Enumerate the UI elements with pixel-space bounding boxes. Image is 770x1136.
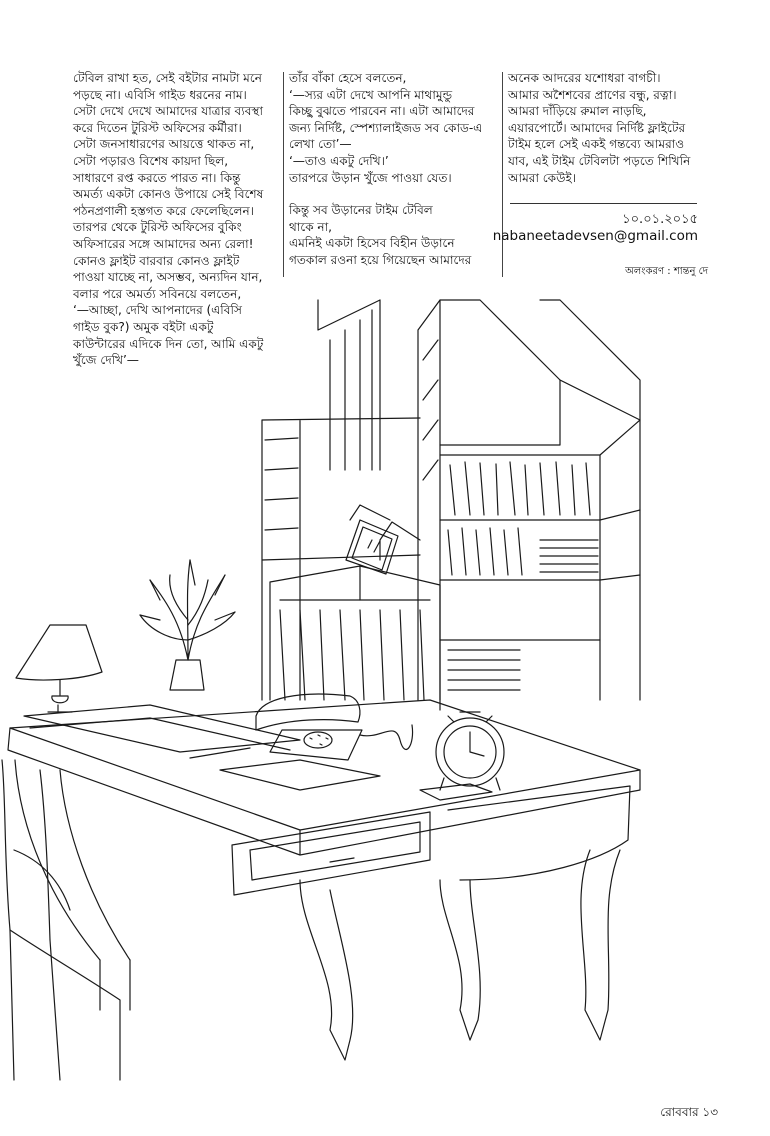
- body-text-line: এয়ারপোর্টে। আমাদের নির্দিষ্ট ফ্লাইটের: [508, 120, 686, 135]
- text-column-2: [289, 70, 499, 269]
- body-text-line: কিন্তু সব উড়ানের টাইম টেবিল: [289, 203, 433, 218]
- body-text-line: থাকে না,: [289, 219, 332, 234]
- body-text-line: তাঁর বাঁকা হেসে বলতেন,: [289, 71, 407, 85]
- body-text-line: করে দিতেন টুরিস্ট অফিসের কর্মীরা।: [73, 120, 242, 135]
- body-text-line: সেটা জনসাধারণের আয়ত্তে থাকত না,: [73, 137, 255, 152]
- body-text-line: পঠনপ্রণালী হস্তগত করে ফেলেছিলেন।: [73, 203, 254, 218]
- chair: [2, 760, 120, 1080]
- framed-picture: [346, 520, 398, 574]
- table-lamp: [16, 625, 102, 712]
- body-text-line: অমর্ত্য একটা কোনও উপায়ে সেই বিশেষ: [73, 187, 264, 202]
- body-text-line: ‘—স্যর এটা দেখে আপনি মাথামুন্ডু: [289, 87, 453, 102]
- body-text-line: লেখা তো’—: [289, 137, 352, 152]
- body-text-line: অনেক আদরের যশোধরা বাগচী।: [508, 71, 661, 85]
- body-text-line: অফিসারের সঙ্গে আমাদের অন্য রেলা!: [73, 236, 254, 251]
- body-text-line: কোনও ফ্লাইট বারবার কোনও ফ্লাইট: [73, 253, 240, 268]
- body-text-line: কিচ্ছু বুঝতে পারবেন না। এটা আমাদের: [289, 104, 475, 119]
- body-text-line: ‘—আচ্ছা, দেখি আপনাদের (এবিসি: [73, 303, 242, 318]
- chest-of-drawers: [270, 566, 440, 710]
- illustration-credit: অলংকরণ : শান্তনু দে: [625, 266, 708, 277]
- body-text-line: আমরা দাঁড়িয়ে রুমাল নাড়ছি,: [508, 104, 647, 119]
- body-text-line: টাইম হলে সেই একই গন্তব্যে আমরাও: [508, 137, 685, 152]
- body-text-line: তারপরে উড়ান খুঁজে পাওয়া যেত।: [289, 170, 452, 185]
- desk-clock: [436, 712, 504, 790]
- column-divider: [283, 72, 284, 277]
- body-text-line: বলার পরে অমর্ত্য সবিনয়ে বলতেন,: [73, 286, 242, 301]
- body-text-line: গাইড বুক?) অমুক বইটা একটু: [73, 319, 214, 334]
- body-text-line: সেটা পড়ারও বিশেষ কায়দা ছিল,: [73, 153, 229, 168]
- potted-plant: [140, 560, 235, 690]
- body-text-line: [289, 186, 499, 202]
- signature-date: ১০.০১.২০১৫: [622, 212, 698, 227]
- body-text-line: কাউন্টারের এদিকে দিন তো, আমি একটু: [73, 336, 264, 351]
- body-text-line: এমনিই একটা হিসেব বিহীন উড়ানে: [289, 236, 455, 251]
- author-email: nabaneetadevsen@gmail.com: [492, 228, 698, 244]
- body-text-line: টেবিল রাখা হত, সেই বইটার নামটা মনে: [73, 71, 262, 85]
- body-text-line: গতকাল রওনা হয়ে গিয়েছেন আমাদের: [289, 252, 472, 267]
- body-text-line: খুঁজে দেখি’—: [73, 353, 139, 368]
- bookcase: [350, 300, 640, 700]
- body-text-line: ‘—তাও একটু দেখি।’: [289, 153, 389, 168]
- body-text-line: সাধারণে রপ্ত করতে পারত না। কিন্তু: [73, 170, 241, 185]
- writing-desk: [8, 700, 640, 1060]
- body-text-line: পড়ছে না। এবিসি গাইড ধরনের নাম।: [73, 87, 247, 102]
- page-folio: রোববার ১৩: [660, 1105, 718, 1119]
- telephone: [256, 694, 413, 760]
- body-text-line: পাওয়া যাচ্ছে না, অসম্ভব, অন্যদিন যান,: [73, 270, 263, 285]
- window-frame: [262, 300, 440, 700]
- signature-rule: [510, 203, 697, 204]
- column-divider: [502, 72, 503, 277]
- body-text-line: সেটা দেখে দেখে আমাদের যাত্রার ব্যবস্থা: [73, 104, 263, 119]
- body-text-line: তারপর থেকে টুরিস্ট অফিসের বুকিং: [73, 220, 242, 235]
- body-text-line: যাব, এই টাইম টেবিলটা পড়তে শিখিনি: [508, 153, 691, 168]
- desk-sketch-illustration: [0, 290, 770, 1090]
- body-text-line: আমার অশৈশবের প্রাণের বন্ধু, রত্না।: [508, 87, 677, 102]
- body-text-line: জন্য নির্দিষ্ট, স্পেশ্যালাইজড সব কোড-এ: [289, 120, 483, 135]
- text-column-3: [508, 70, 698, 186]
- body-text-line: আমরা কেউই।: [508, 170, 576, 185]
